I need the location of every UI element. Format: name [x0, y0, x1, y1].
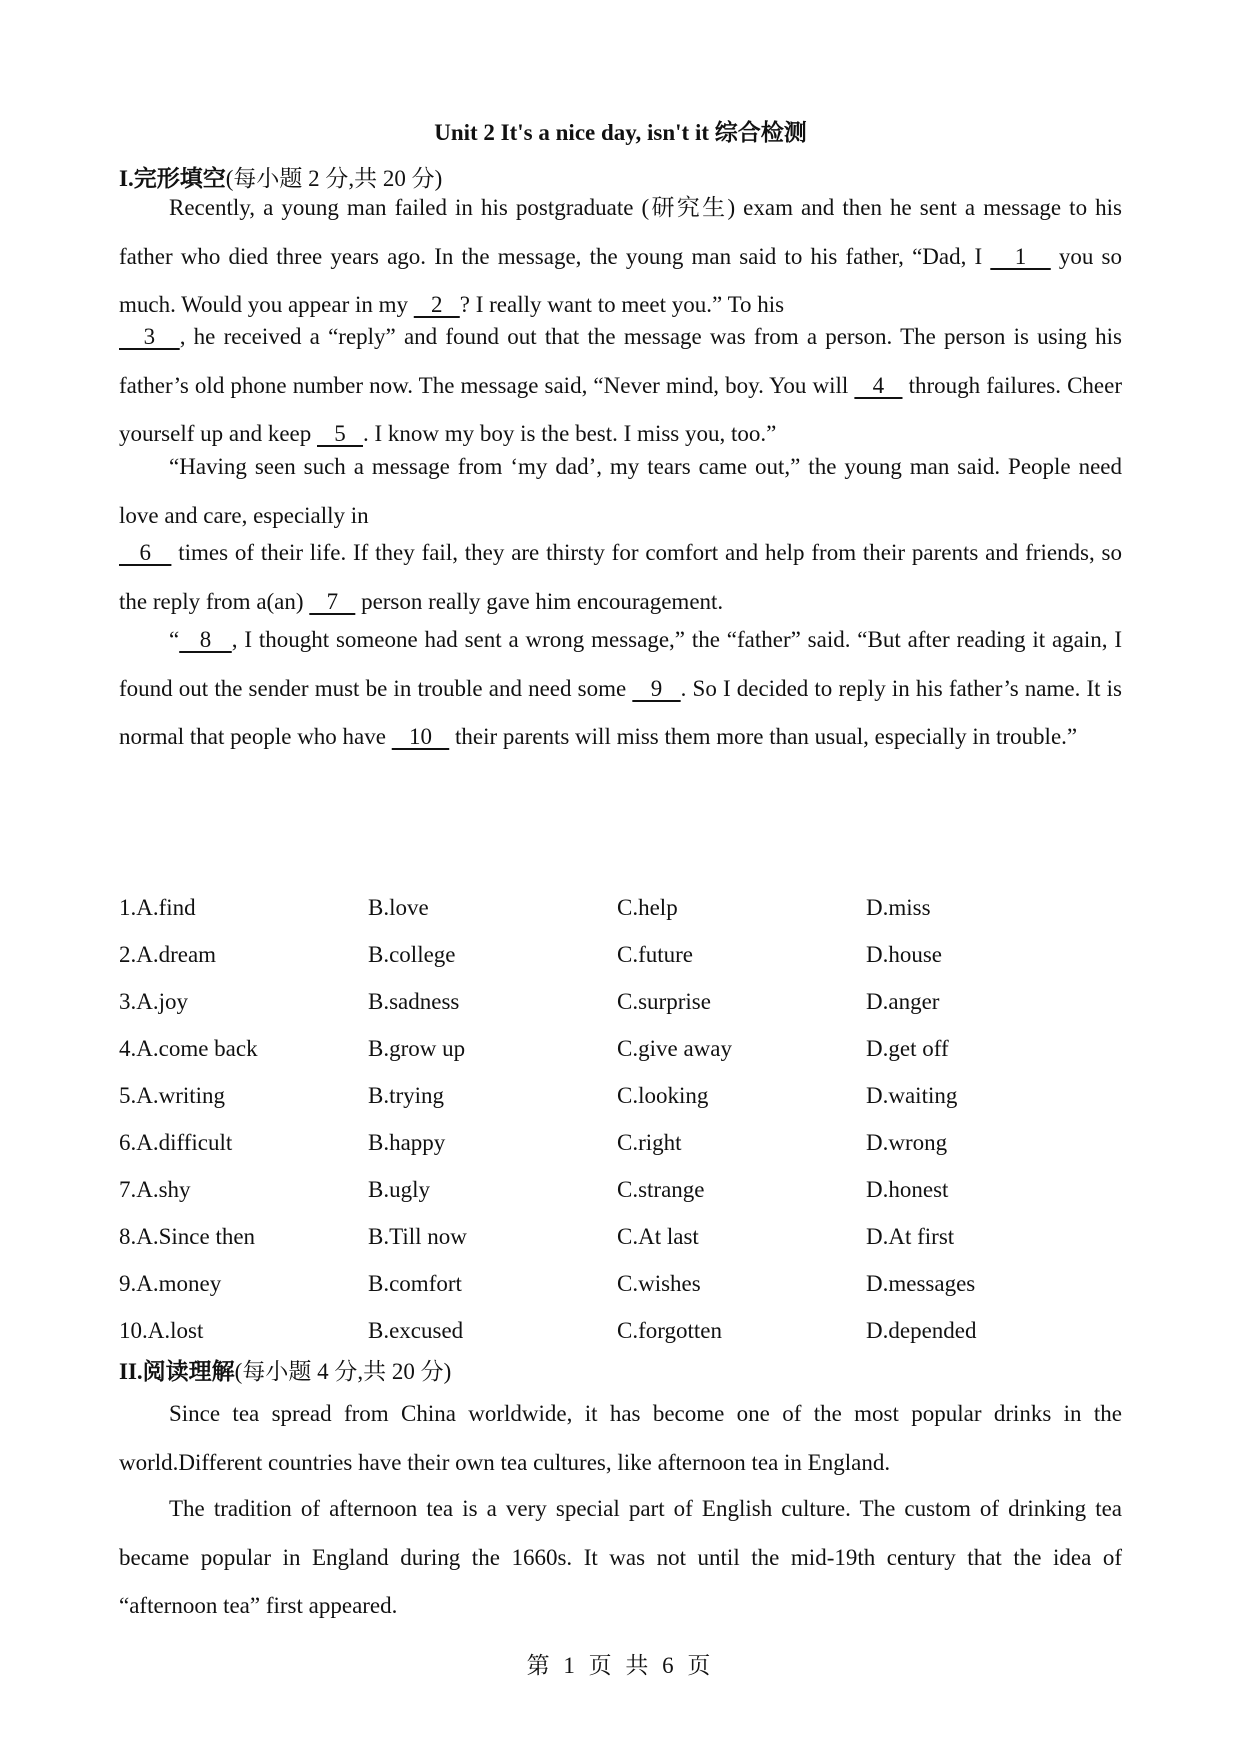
option-d: D.wrong: [866, 1130, 948, 1155]
option-a: 5.A.writing: [119, 1083, 226, 1108]
option-c: C.looking: [617, 1083, 709, 1108]
option-c: C.forgotten: [617, 1318, 722, 1343]
text-segment: Recently, a young man failed in his postgraduate (研究生) exam and then he sent a message to his father who died three years ago. In the message, the young man said to his father, “Dad, I: [119, 195, 1122, 269]
text-segment: times of their life. If they fail, they are thirsty for comfort and help from their parents and friends, so the reply from a(an): [119, 540, 1123, 614]
answer-blank: 7: [309, 588, 356, 614]
option-d: D.depended: [866, 1318, 977, 1343]
option-b: B.grow up: [368, 1036, 466, 1061]
option-row: [119, 1222, 1122, 1269]
text-segment: “: [169, 627, 180, 652]
option-b: B.love: [368, 895, 429, 920]
option-b: B.college: [368, 942, 456, 967]
cloze-paragraph-2: [119, 313, 1122, 459]
option-d: D.house: [866, 942, 943, 967]
answer-blank: 3: [119, 324, 180, 349]
option-a: 7.A.shy: [119, 1177, 191, 1202]
option-d: D.waiting: [866, 1083, 958, 1108]
section-heading-reading: [119, 1357, 451, 1387]
option-d: D.miss: [866, 895, 931, 920]
answer-blank: 8: [179, 627, 232, 652]
answer-blank: 10: [391, 724, 450, 749]
section-label: II.阅读理解: [119, 1359, 235, 1384]
text-segment: , I thought someone had sent a wrong message,” the “father” said. “But after reading it again, I found out the sender must be in trouble and need some: [119, 627, 1123, 701]
section-score: (每小题 4 分,共 20 分): [234, 1359, 452, 1384]
option-a: 8.A.Since then: [119, 1224, 256, 1249]
option-row: [119, 1034, 1122, 1081]
text-segment: person really gave him encouragement.: [355, 588, 724, 614]
option-c: C.right: [617, 1130, 682, 1155]
option-d: D.messages: [866, 1271, 976, 1296]
option-c: C.surprise: [617, 989, 711, 1014]
option-d: D.At first: [866, 1224, 955, 1249]
answer-blank: 4: [854, 372, 903, 398]
option-row: [119, 1316, 1122, 1363]
option-d: D.get off: [866, 1036, 949, 1061]
option-a: 1.A.find: [119, 895, 196, 920]
cloze-paragraph-1: [119, 184, 1122, 330]
option-a: 3.A.joy: [119, 989, 188, 1014]
option-b: B.sadness: [368, 989, 460, 1014]
option-a: 9.A.money: [119, 1271, 222, 1296]
text-segment: you so much. Would you appear in my: [119, 243, 1123, 317]
option-row: [119, 1128, 1122, 1175]
option-a: 10.A.lost: [119, 1318, 204, 1343]
page-title: Unit 2 It's a nice day, isn't it 综合检测: [434, 120, 807, 145]
option-row: [119, 1081, 1122, 1128]
reading-paragraph-2: The tradition of afternoon tea is a very special part of English culture. The custom of drinking tea became popular in England during the 1660s. It was not until the mid-19th century that the idea of “afternoon tea” first appeared.: [119, 1496, 1122, 1618]
answer-blank: 9: [632, 675, 681, 701]
option-a: 2.A.dream: [119, 942, 217, 967]
cloze-paragraph-5: [119, 616, 1122, 762]
option-c: C.strange: [617, 1177, 705, 1202]
cloze-paragraph-3: [119, 443, 1122, 540]
option-c: C.help: [617, 895, 678, 920]
option-b: B.excused: [368, 1318, 464, 1343]
option-row: [119, 893, 1122, 940]
option-row: [119, 987, 1122, 1034]
answer-blank: 5: [317, 421, 363, 446]
option-c: C.wishes: [617, 1271, 701, 1296]
answer-blank: 1: [990, 243, 1051, 269]
option-b: B.ugly: [368, 1177, 430, 1202]
text-segment: their parents will miss them more than usual, especially in trouble.”: [449, 724, 1078, 749]
text-segment: , he received a “reply” and found out that the message was from a person. The person is using his father’s old phone number now. The message said, “Never mind, boy. You will: [119, 324, 1122, 398]
text-segment: ? I really want to meet you.” To his: [459, 292, 785, 317]
text-segment: . I know my boy is the best. I miss you, too.”: [363, 421, 777, 446]
option-c: C.give away: [617, 1036, 732, 1061]
cloze-paragraph-4: [119, 529, 1122, 626]
option-d: D.honest: [866, 1177, 949, 1202]
answer-blank: 2: [413, 292, 460, 317]
option-d: D.anger: [866, 989, 940, 1014]
option-b: B.comfort: [368, 1271, 462, 1296]
reading-paragraph-1: Since tea spread from China worldwide, it has become one of the most popular drinks in the world.Different countries have their own tea cultures, like afternoon tea in England.: [119, 1401, 1122, 1475]
option-b: B.trying: [368, 1083, 445, 1108]
text-segment: “Having seen such a message from ‘my dad’, my tears came out,” the young man said. People need love and care, especially in: [119, 454, 1122, 528]
section-score: (每小题 2 分,共 20 分): [225, 166, 443, 191]
option-b: B.happy: [368, 1130, 446, 1155]
section-label: I.完形填空: [119, 166, 226, 191]
option-row: [119, 940, 1122, 987]
option-c: C.At last: [617, 1224, 699, 1249]
page-footer: 第 1 页 共 6 页: [526, 1653, 715, 1678]
option-row: [119, 1269, 1122, 1316]
option-a: 6.A.difficult: [119, 1130, 233, 1155]
option-row: [119, 1175, 1122, 1222]
option-c: C.future: [617, 942, 694, 967]
option-b: B.Till now: [368, 1224, 467, 1249]
answer-blank: 6: [119, 540, 172, 565]
cloze-options: [119, 893, 1122, 1363]
text-segment: through failures. Cheer yourself up and keep: [119, 372, 1122, 446]
text-segment: . So I decided to reply in his father’s name. It is normal that people who have: [119, 675, 1123, 749]
option-a: 4.A.come back: [119, 1036, 258, 1061]
